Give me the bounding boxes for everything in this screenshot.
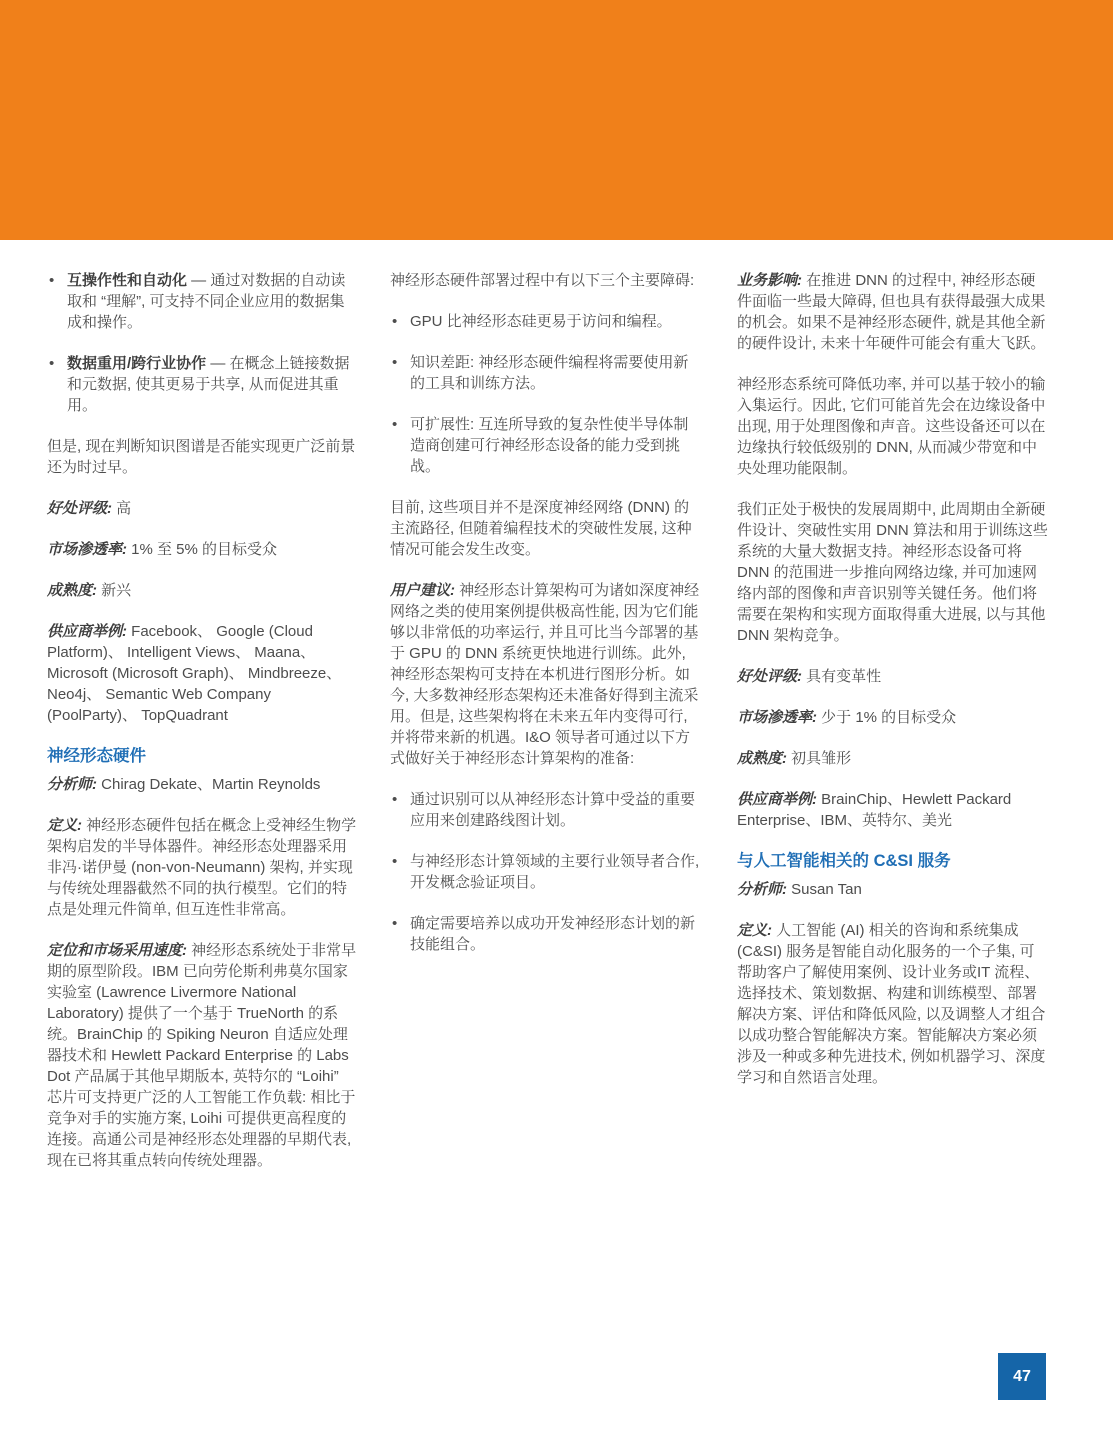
- impact-paragraph-2: 我们正处于极快的发展周期中, 此周期由全新硬件设计、突破性实用 DNN 算法和用于训练这些系统的大量大数据支持。神经形态设备可将 DNN 的范围进一步推向网络边缘, 并可加速网络内部的图像和声音识别等关键任务。他们将需要在架构和实现方面取得重大进展, 以与其他 DNN 架构竞争。: [737, 501, 1048, 644]
- bullet-text: 确定需要培养以成功开发神经形态计划的新技能组合。: [410, 915, 696, 953]
- field-value: 初具雏形: [791, 750, 852, 767]
- definition: [737, 920, 1049, 1088]
- impact-paragraph-1: 神经形态系统可降低功率, 并可以基于较小的输入集运行。因此, 它们可能首先会在边缘设备中出现, 用于处理图像和声音。这些设备还可以在边缘执行较低级别的 DNN, 从而减少带宽和中央处理功能限制。: [737, 376, 1046, 477]
- field-label: 定义:: [737, 922, 772, 939]
- current-status-paragraph: 目前, 这些项目并不是深度神经网络 (DNN) 的主流路径, 但随着编程技术的突破性发展, 这种情况可能会发生改变。: [390, 499, 692, 558]
- market-penetration: [47, 539, 357, 560]
- analysts: [737, 879, 1049, 900]
- field-label: 分析师:: [737, 881, 787, 898]
- list-item: [390, 913, 702, 955]
- list-item: [390, 414, 702, 477]
- field-value: BrainChip、Hewlett Packard Enterprise、IBM、英特尔、美光: [737, 791, 1012, 829]
- list-item: [390, 352, 702, 394]
- section-heading-neuromorphic: 神经形态硬件: [47, 747, 146, 765]
- sample-vendors: [47, 621, 357, 726]
- market-penetration: [737, 707, 1049, 728]
- field-value: 神经形态计算架构可为诸如深度神经网络之类的使用案例提供极高性能, 因为它们能够以非常低的功率运行, 并且可比当今部署的基于 GPU 的 DNN 系统更快地进行训练。此外, 神经形态架构可支持在本机进行图形分析。如今, 大多数神经形态架构还未准备好得到主流采用。但是, 这些架构将在未来五年内变得可行, 并将带来新的机遇。I&O 领导者可通过以下方式做好关于神经形态计算架构的准备:: [390, 582, 700, 767]
- obstacles-list: [390, 311, 702, 477]
- user-advice: [390, 580, 702, 769]
- bullet-label: 数据重用/跨行业协作: [67, 355, 207, 372]
- maturity: [737, 748, 1049, 769]
- column-2: [390, 270, 702, 975]
- top-banner: [0, 0, 1113, 240]
- field-value: 在推进 DNN 的过程中, 神经形态硬件面临一些最大障碍, 但也具有获得最强大成果的机会。如果不是神经形态硬件, 就是其他全新的硬件设计, 未来十年硬件可能会有重大飞跃。: [737, 272, 1046, 352]
- bullet-icon: •: [392, 853, 398, 870]
- section-heading-ai-csi: 与人工智能相关的 C&SI 服务: [737, 852, 951, 870]
- bullet-icon: •: [392, 915, 398, 932]
- field-value: 少于 1% 的目标受众: [821, 709, 957, 726]
- bullet-text: — 在概念上链接数据和元数据, 使其更易于共享, 从而促进其重用。: [67, 355, 350, 414]
- caveat-paragraph: 但是, 现在判断知识图谱是否能实现更广泛前景还为时过早。: [47, 438, 356, 476]
- list-item: [390, 311, 702, 332]
- field-label: 供应商举例:: [737, 791, 817, 808]
- field-label: 好处评级:: [47, 500, 112, 517]
- field-value: Chirag Dekate、Martin Reynolds: [101, 776, 321, 793]
- field-label: 好处评级:: [737, 668, 802, 685]
- bullet-icon: •: [49, 355, 55, 372]
- bullet-label: 互操作性和自动化: [67, 272, 188, 289]
- business-impact: [737, 270, 1049, 354]
- list-item: [47, 270, 357, 333]
- field-value: Facebook、 Google (Cloud Platform)、 Intelligent Views、 Maana、 Microsoft (Microsoft Graph)、 Mindbreeze、 Neo4j、 Semantic Web Company (PoolParty)、 TopQuadrant: [47, 623, 342, 724]
- advice-list: [390, 789, 702, 955]
- column-3: [737, 270, 1049, 1108]
- field-label: 供应商举例:: [47, 623, 127, 640]
- bullet-text: — 通过对数据的自动读取和 “理解”, 可支持不同企业应用的数据集成和操作。: [67, 272, 346, 331]
- obstacles-intro: 神经形态硬件部署过程中有以下三个主要障碍:: [390, 272, 695, 289]
- list-item: [390, 789, 702, 831]
- field-label: 定位和市场采用速度:: [47, 942, 187, 959]
- field-value: 具有变革性: [806, 668, 882, 685]
- bullet-text: 通过识别可以从神经形态计算中受益的重要应用来创建路线图计划。: [410, 791, 696, 829]
- bullet-icon: •: [392, 354, 398, 371]
- field-label: 成熟度:: [47, 582, 97, 599]
- field-value: 1% 至 5% 的目标受众: [131, 541, 278, 558]
- field-label: 市场渗透率:: [737, 709, 817, 726]
- bullet-text: 知识差距: 神经形态硬件编程将需要使用新的工具和训练方法。: [410, 354, 689, 392]
- list-item: [390, 851, 702, 893]
- field-label: 定义:: [47, 817, 82, 834]
- maturity: [47, 580, 357, 601]
- field-value: 新兴: [101, 582, 132, 599]
- bullet-text: 与神经形态计算领域的主要行业领导者合作, 开发概念验证项目。: [410, 853, 700, 891]
- field-value: 神经形态系统处于非常早期的原型阶段。IBM 已向劳伦斯利弗莫尔国家实验室 (Lawrence Livermore National Laboratory) 提供了一个基于 TrueNorth 的系统。BrainChip 的 Spiking Neuron 自适应处理器技术和 Hewlett Packard Enterprise 的 Labs Dot 产品属于其他早期版本, 英特尔的 “Loihi” 芯片可支持更广泛的人工智能工作负载: 相比于竞争对手的实施方案, Loihi 可提供更高程度的连接。高通公司是神经形态处理器的早期代表, 现在已将其重点转向传统处理器。: [47, 942, 357, 1169]
- column-1: [47, 270, 357, 1191]
- bullet-text: GPU 比神经形态硅更易于访问和编程。: [410, 313, 672, 330]
- analysts: [47, 774, 357, 795]
- field-label: 市场渗透率:: [47, 541, 127, 558]
- field-value: Susan Tan: [791, 881, 862, 898]
- bullet-text: 可扩展性: 互连所导致的复杂性使半导体制造商创建可行神经形态设备的能力受到挑战。: [410, 416, 689, 475]
- benefit-rating: [737, 666, 1049, 687]
- field-value: 人工智能 (AI) 相关的咨询和系统集成 (C&SI) 服务是智能自动化服务的一个子集, 可帮助客户了解使用案例、设计业务或IT 流程、选择技术、策划数据、构建和训练模型、部署解决方案、评估和降低风险, 以及调整人才组合以成功整合智能解决方案。智能解决方案必须涉及一种或多种先进技术, 例如机器学习、深度学习和自然语言处理。: [737, 922, 1046, 1086]
- bullet-icon: •: [49, 272, 55, 289]
- list-item: [47, 353, 357, 416]
- benefits-list: [47, 270, 357, 416]
- field-value: 高: [116, 500, 132, 517]
- bullet-icon: •: [392, 416, 398, 433]
- bullet-icon: •: [392, 791, 398, 808]
- field-label: 成熟度:: [737, 750, 787, 767]
- field-label: 用户建议:: [390, 582, 455, 599]
- page-number: 47: [998, 1353, 1046, 1400]
- field-label: 业务影响:: [737, 272, 802, 289]
- sample-vendors: [737, 789, 1049, 831]
- benefit-rating: [47, 498, 357, 519]
- bullet-icon: •: [392, 313, 398, 330]
- field-label: 分析师:: [47, 776, 97, 793]
- position-adoption: [47, 940, 357, 1171]
- definition: [47, 815, 357, 920]
- field-value: 神经形态硬件包括在概念上受神经生物学架构启发的半导体器件。神经形态处理器采用非冯·诺伊曼 (non-von-Neumann) 架构, 并实现与传统处理器截然不同的执行模型。它们的特点是处理元件简单, 但互连性非常高。: [47, 817, 357, 918]
